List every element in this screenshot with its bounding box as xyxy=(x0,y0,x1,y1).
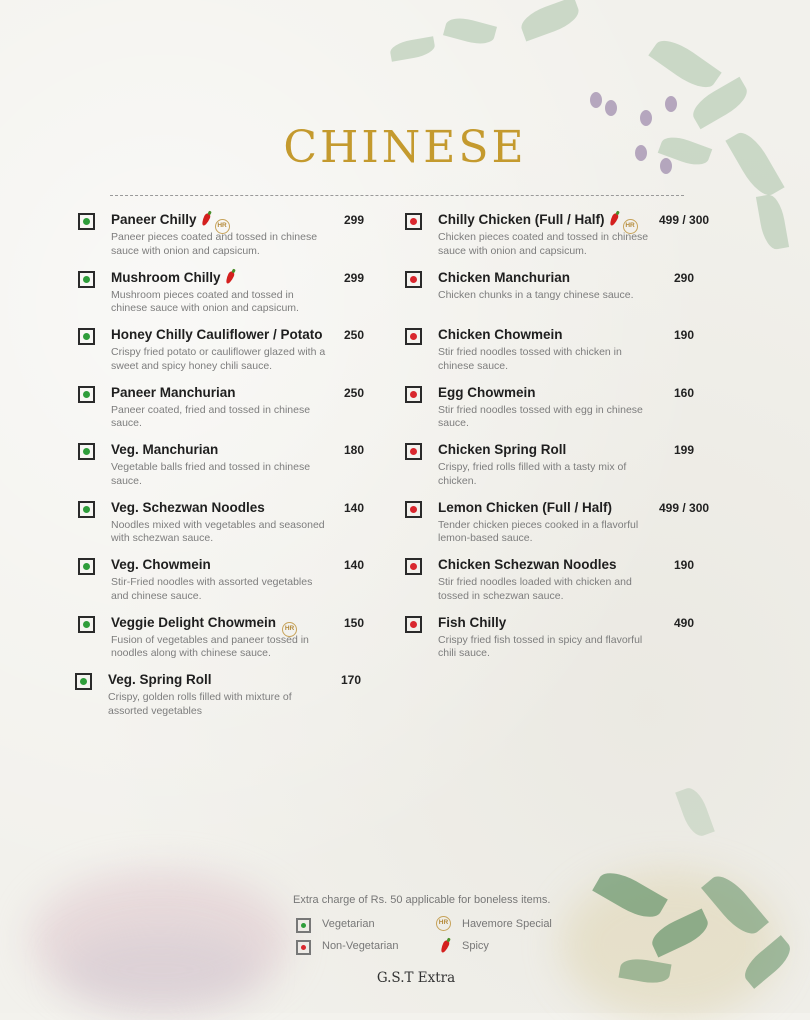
veg-indicator-icon xyxy=(78,501,95,518)
havemore-special-icon: HR xyxy=(436,916,451,931)
item-price: 199 xyxy=(674,443,695,457)
veg-menu-column xyxy=(78,212,378,672)
menu-item xyxy=(78,385,378,443)
item-name: Veg. Spring Roll xyxy=(108,672,212,687)
menu-item xyxy=(405,500,725,558)
non-veg-indicator-icon xyxy=(405,213,422,230)
item-name: Veg. Manchurian xyxy=(111,442,219,457)
non-veg-indicator-icon xyxy=(405,386,422,403)
item-price: 250 xyxy=(344,328,365,342)
menu-item xyxy=(405,270,725,328)
boneless-note: Extra charge of Rs. 50 applicable for boneless items. xyxy=(293,894,551,906)
item-name: Paneer Manchurian xyxy=(111,384,236,400)
veg-indicator-icon xyxy=(78,271,95,288)
legend-label: Spicy xyxy=(462,940,489,952)
item-price: 299 xyxy=(344,270,365,285)
menu-item xyxy=(75,672,375,730)
menu-item xyxy=(405,327,725,385)
non-veg-indicator-icon xyxy=(405,558,422,575)
veg-indicator-icon xyxy=(78,443,95,460)
title-divider xyxy=(110,195,684,196)
item-description: Paneer pieces coated and tossed in chinese sauce with onion and capsicum. xyxy=(111,231,318,257)
item-name: Chicken Schezwan Noodles xyxy=(438,557,617,572)
item-name: Chicken Chowmein xyxy=(438,327,563,342)
gst-note: G.S.T Extra xyxy=(376,970,456,986)
legend-label: Havemore Special xyxy=(462,918,552,930)
item-price: 140 xyxy=(344,558,365,572)
item-price: 490 xyxy=(674,615,695,630)
item-description: Mushroom pieces coated and tossed in chinese sauce with onion and capsicum. xyxy=(111,288,299,314)
menu-item xyxy=(78,212,378,270)
item-price: 160 xyxy=(674,385,695,400)
menu-item xyxy=(78,500,378,558)
item-description: Stir-Fried noodles with assorted vegetables and chinese sauce. xyxy=(111,576,313,602)
item-description: Noodles mixed with vegetables and seasoned with schezwan sauce. xyxy=(111,518,325,544)
item-description: Crispy fried fish tossed in spicy and flavorful chili sauce. xyxy=(438,633,643,659)
item-description: Chicken pieces coated and tossed in chinese sauce with onion and capsicum. xyxy=(438,231,649,257)
non-veg-indicator-icon xyxy=(296,940,311,955)
item-description: Stir fried noodles loaded with chicken and tossed in schezwan sauce. xyxy=(438,576,632,602)
item-price: 290 xyxy=(674,270,695,285)
item-price: 170 xyxy=(341,673,362,687)
item-name: Chicken Spring Roll xyxy=(438,442,567,457)
item-name: Veg. Chowmein xyxy=(111,557,211,572)
item-name: Lemon Chicken (Full / Half) xyxy=(438,499,613,515)
item-name: Chicken Manchurian xyxy=(438,269,571,285)
item-price: 190 xyxy=(674,328,695,342)
menu-item xyxy=(78,557,378,615)
non-veg-menu-column xyxy=(405,212,725,672)
item-price: 140 xyxy=(344,500,365,515)
item-price: 190 xyxy=(674,558,695,572)
item-name: Chilly Chicken (Full / Half) HR xyxy=(438,212,638,234)
legend-label: Non-Vegetarian xyxy=(322,940,399,952)
item-description: Crispy, golden rolls filled with mixture of assorted vegetables xyxy=(108,691,292,717)
item-name: Egg Chowmein xyxy=(438,384,536,400)
item-name: Veg. Schezwan Noodles xyxy=(111,499,265,515)
havemore-special-icon: HR xyxy=(215,219,230,234)
veg-indicator-icon xyxy=(78,213,95,230)
non-veg-indicator-icon xyxy=(405,501,422,518)
menu-item xyxy=(78,270,378,328)
item-description: Vegetable balls fried and tossed in chinese sauce. xyxy=(111,461,311,487)
menu-item xyxy=(405,385,725,443)
item-description: Stir fried noodles tossed with chicken in chinese sauce. xyxy=(438,346,622,372)
page-title: CHINESE xyxy=(283,122,527,173)
item-price: 499 / 300 xyxy=(659,213,710,227)
item-price: 499 / 300 xyxy=(659,500,710,515)
chili-icon xyxy=(200,212,211,226)
menu-item xyxy=(405,557,725,615)
item-description: Paneer coated, fried and tossed in chinese sauce. xyxy=(111,403,311,429)
item-description: Chicken chunks in a tangy chinese sauce. xyxy=(438,288,634,301)
veg-indicator-icon xyxy=(296,918,311,933)
item-price: 299 xyxy=(344,213,365,227)
legend-label: Vegetarian xyxy=(322,918,375,930)
menu-item xyxy=(405,615,725,673)
menu-item xyxy=(405,442,725,500)
veg-indicator-icon xyxy=(78,386,95,403)
veg-indicator-icon xyxy=(78,616,95,633)
item-name: Fish Chilly xyxy=(438,614,507,630)
chili-icon xyxy=(224,270,235,284)
menu-item xyxy=(78,615,378,673)
menu-item xyxy=(78,442,378,500)
havemore-special-icon: HR xyxy=(623,219,638,234)
item-description: Stir fried noodles tossed with egg in chinese sauce. xyxy=(438,403,643,429)
veg-indicator-icon xyxy=(78,328,95,345)
non-veg-indicator-icon xyxy=(405,616,422,633)
havemore-special-icon: HR xyxy=(282,622,297,637)
non-veg-indicator-icon xyxy=(405,271,422,288)
item-name: Mushroom Chilly xyxy=(111,270,233,285)
veg-indicator-icon xyxy=(75,673,92,690)
item-description: Crispy, fried rolls filled with a tasty mix of chicken. xyxy=(438,461,627,487)
veg-indicator-icon xyxy=(78,558,95,575)
item-description: Crispy fried potato or cauliflower glazed with a sweet and spicy honey chili sauce. xyxy=(111,346,326,372)
item-name: Paneer Chilly HR xyxy=(111,212,230,234)
item-name: Honey Chilly Cauliflower / Potato xyxy=(111,327,323,342)
non-veg-indicator-icon xyxy=(405,443,422,460)
item-description: Tender chicken pieces cooked in a flavorful lemon-based sauce. xyxy=(438,518,639,544)
chili-icon xyxy=(608,212,619,226)
item-name: Veggie Delight Chowmein HR xyxy=(111,615,297,637)
item-price: 180 xyxy=(344,443,365,457)
menu-item xyxy=(405,212,725,270)
menu-item xyxy=(78,327,378,385)
item-price: 150 xyxy=(344,615,365,630)
non-veg-indicator-icon xyxy=(405,328,422,345)
item-price: 250 xyxy=(344,385,365,400)
item-description: Fusion of vegetables and paneer tossed in noodles along with chinese sauce. xyxy=(111,633,309,659)
